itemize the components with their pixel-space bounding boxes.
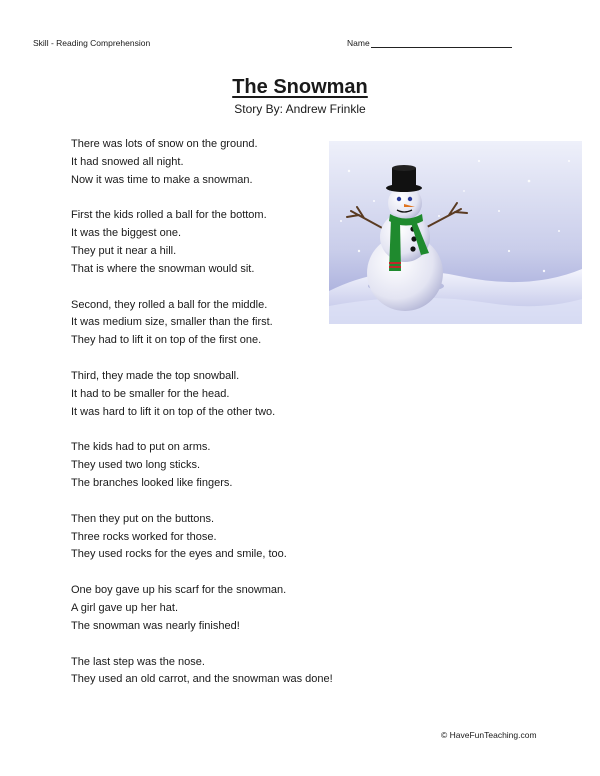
story-title-text: The Snowman [232, 76, 368, 98]
story-line: They had to lift it on top of the first one. [71, 334, 262, 347]
story-line: Now it was time to make a snowman. [71, 173, 253, 186]
story-line: That is where the snowman would sit. [71, 262, 255, 275]
name-field [347, 38, 512, 48]
story-line: It was hard to lift it on top of the other two. [71, 405, 276, 418]
copyright-footer: © HaveFunTeaching.com [441, 730, 537, 740]
story-line: A girl gave up her hat. [71, 601, 179, 614]
name-label: Name [347, 38, 370, 48]
story-line: It was medium size, smaller than the first. [71, 316, 273, 329]
story-paragraph [71, 439, 371, 492]
name-blank-line [371, 38, 512, 48]
story-byline: Story By: Andrew Frinkle [234, 102, 366, 116]
story-line: Third, they made the top snowball. [71, 369, 240, 382]
story-paragraph [71, 368, 371, 421]
story-text [71, 136, 371, 707]
story-line: The kids had to put on arms. [71, 441, 211, 454]
story-line: The branches looked like fingers. [71, 476, 233, 489]
story-paragraph [71, 511, 371, 564]
story-paragraph [71, 207, 371, 278]
story-line: Three rocks worked for those. [71, 530, 217, 543]
story-line: It was the biggest one. [71, 227, 182, 240]
story-title [0, 76, 600, 99]
story-line: The last step was the nose. [71, 655, 205, 668]
story-paragraph [71, 136, 371, 189]
story-paragraph [71, 582, 371, 635]
story-paragraph [71, 654, 371, 690]
story-line: They used two long sticks. [71, 459, 201, 472]
story-line: It had to be smaller for the head. [71, 387, 230, 400]
story-line: There was lots of snow on the ground. [71, 138, 258, 150]
snowman-illustration [329, 141, 582, 324]
story-line: Then they put on the buttons. [71, 512, 215, 525]
story-line: One boy gave up his scarf for the snowman. [71, 584, 287, 597]
skill-label: Skill - Reading Comprehension [33, 38, 151, 48]
story-line: They used an old carrot, and the snowman was done! [71, 673, 333, 686]
story-line: They put it near a hill. [71, 244, 177, 257]
story-line: They used rocks for the eyes and smile, too. [71, 548, 287, 561]
story-line: The snowman was nearly finished! [71, 619, 240, 632]
story-line: First the kids rolled a ball for the bottom. [71, 209, 267, 222]
story-line: It had snowed all night. [71, 155, 184, 168]
story-line: Second, they rolled a ball for the middle. [71, 298, 268, 311]
story-paragraph [71, 297, 371, 350]
